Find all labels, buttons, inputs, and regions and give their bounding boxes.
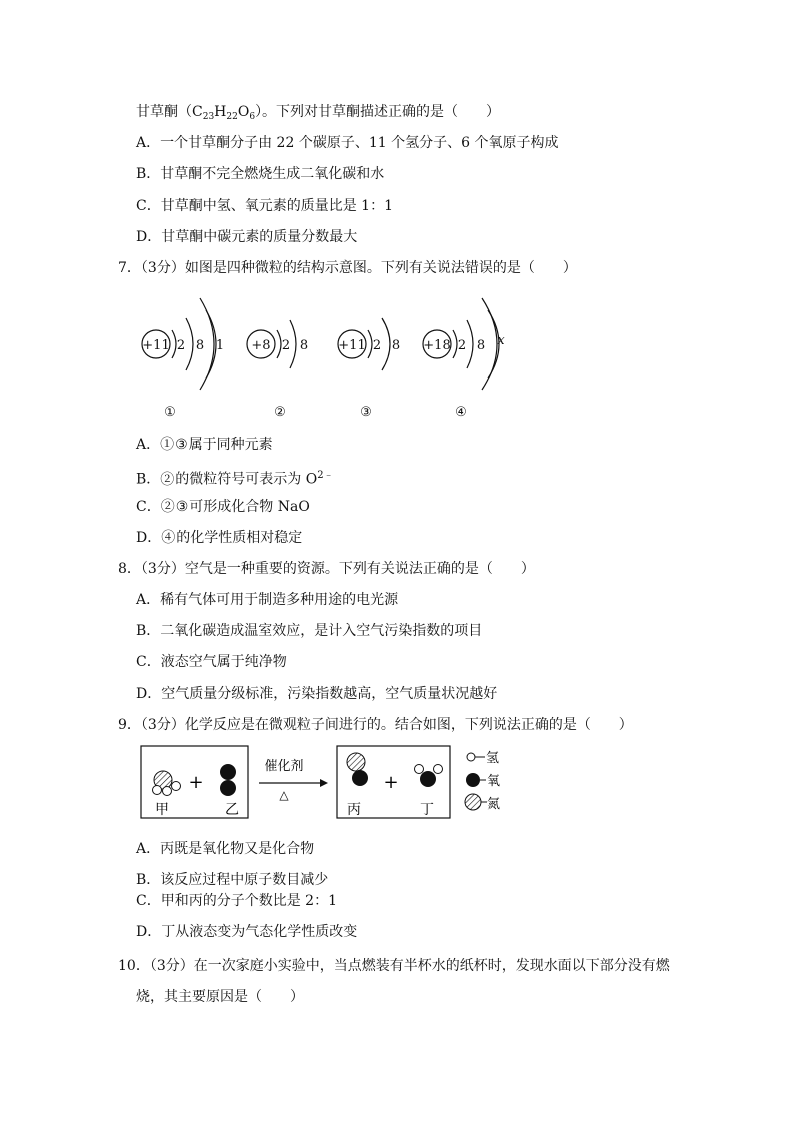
q6-stem bbox=[136, 102, 500, 127]
jia-hydrogen-atom-1 bbox=[153, 786, 162, 795]
jia-label: 甲 bbox=[155, 802, 169, 818]
q7-c-ref2: ③ bbox=[175, 499, 189, 515]
q7-option-c bbox=[136, 497, 310, 517]
reactant-plus: + bbox=[188, 772, 204, 793]
bing-label: 丙 bbox=[347, 802, 361, 818]
p1-nucleus: +11 bbox=[142, 338, 170, 353]
q7-d-ref1: ④ bbox=[161, 530, 176, 546]
ding-oxygen-atom bbox=[420, 771, 436, 787]
q8-option-b: B．二氧化碳造成温室效应，是计入空气污染指数的项目 bbox=[136, 623, 483, 639]
jia-hydrogen-atom-2 bbox=[163, 787, 172, 796]
reaction-arrow-head bbox=[320, 779, 328, 787]
q7-option-b bbox=[136, 466, 334, 490]
q6-sub-h: 22 bbox=[226, 112, 238, 122]
q9-option-d: D．丁从液态变为气态化学性质改变 bbox=[136, 924, 358, 940]
q7-b-letter: B． bbox=[136, 471, 161, 488]
q6-option-d: D．甘草酮中碳元素的质量分数最大 bbox=[136, 229, 358, 245]
q10-stem-line-2: 烧，其主要原因是（ ） bbox=[136, 989, 304, 1005]
q7-a-letter: A． bbox=[136, 437, 161, 453]
q6-option-c: C．甘草酮中氢、氧元素的质量比是 1：1 bbox=[136, 198, 393, 214]
p1-shell-count-2: 8 bbox=[195, 338, 205, 353]
legend-nitrogen-atom bbox=[465, 794, 481, 810]
q7-structure-diagram bbox=[0, 292, 794, 432]
p2-label: ② bbox=[274, 405, 286, 420]
jia-hydrogen-atom-3 bbox=[172, 782, 181, 791]
p3-label: ③ bbox=[360, 405, 372, 420]
q9-option-a: A．丙既是氧化物又是化合物 bbox=[136, 841, 315, 857]
legend-oxygen-atom bbox=[466, 773, 480, 787]
q7-c-letter: C． bbox=[136, 499, 161, 515]
q6-stem-suffix: ）。下列对甘草酮描述正确的是（ ） bbox=[255, 104, 501, 120]
q7-stem: 7．（3分）如图是四种微粒的结构示意图。下列有关说法错误的是（ ） bbox=[118, 260, 577, 276]
p1-shell-count-1: 2 bbox=[176, 338, 186, 353]
p3-shell-2 bbox=[382, 318, 390, 370]
p1-label: ① bbox=[164, 405, 176, 420]
p2-shell-count-2: 8 bbox=[299, 338, 309, 353]
product-plus: + bbox=[383, 772, 399, 793]
legend-nitrogen-label: 氮 bbox=[487, 797, 501, 812]
heat-symbol: △ bbox=[279, 788, 289, 802]
q7-a-text: 属于同种元素 bbox=[188, 437, 273, 453]
legend-hydrogen-label: 氢 bbox=[486, 751, 500, 766]
q7-d-letter: D． bbox=[136, 530, 162, 546]
q7-c-ref1: ② bbox=[160, 499, 175, 515]
p4-nucleus: +18 bbox=[423, 338, 451, 353]
q6-o: O bbox=[237, 104, 250, 120]
p4-shell-count-3: x bbox=[497, 333, 505, 348]
q9-option-c: C．甲和丙的分子个数比是 2：1 bbox=[136, 893, 337, 909]
q9-option-b: B．该反应过程中原子数目减少 bbox=[136, 872, 329, 888]
bing-nitrogen-atom bbox=[347, 753, 365, 771]
catalyst-label: 催化剂 bbox=[264, 759, 304, 774]
yi-label: 乙 bbox=[225, 802, 239, 818]
p3-shell-count-2: 8 bbox=[391, 338, 401, 353]
q7-d-text: 的化学性质相对稳定 bbox=[176, 530, 303, 546]
q7-a-ref2: ③ bbox=[175, 437, 188, 453]
q7-option-a bbox=[136, 435, 273, 455]
q6-sub-c: 23 bbox=[202, 112, 215, 122]
q6-option-a: A．一个甘草酮分子由 22 个碳原子、11 个氢分子、6 个氧原子构成 bbox=[136, 135, 559, 151]
p4-shell-count-2: 8 bbox=[476, 338, 486, 353]
yi-oxygen-atom-1 bbox=[220, 764, 236, 780]
q9-reaction-diagram bbox=[0, 742, 794, 832]
q7-b-text: 的微粒符号可表示为 O bbox=[175, 471, 318, 488]
q8-option-c: C．液态空气属于纯净物 bbox=[136, 654, 287, 670]
p2-nucleus: +8 bbox=[251, 338, 271, 353]
q9-stem: 9．（3分）化学反应是在微观粒子间进行的。结合如图，下列说法正确的是（ ） bbox=[118, 717, 633, 733]
legend-hydrogen-atom bbox=[467, 753, 475, 761]
p1-shell-1 bbox=[172, 330, 176, 358]
p4-shell-2 bbox=[467, 320, 473, 368]
q7-a-ref1: ① bbox=[160, 437, 175, 453]
p2-shell-1 bbox=[277, 330, 281, 358]
p4-shell-1 bbox=[453, 330, 457, 358]
p3-shell-count-1: 2 bbox=[372, 338, 382, 353]
q6-h: H bbox=[214, 104, 227, 120]
p3-nucleus: +11 bbox=[338, 338, 366, 353]
p4-shell-count-1: 2 bbox=[457, 338, 467, 353]
ding-hydrogen-atom-1 bbox=[415, 765, 424, 774]
p3-shell-1 bbox=[368, 330, 372, 358]
p2-shell-2 bbox=[290, 320, 296, 368]
p4-label: ④ bbox=[455, 405, 467, 420]
p2-shell-count-1: 2 bbox=[281, 338, 291, 353]
q8-option-a: A．稀有气体可用于制造多种用途的电光源 bbox=[136, 592, 399, 608]
legend-oxygen-label: 氧 bbox=[487, 774, 501, 789]
ding-label: 丁 bbox=[420, 802, 434, 818]
q8-stem: 8．（3分）空气是一种重要的资源。下列有关说法正确的是（ ） bbox=[118, 561, 535, 577]
q10-stem-line-1: 10．（3分）在一次家庭小实验中，当点燃装有半杯水的纸杯时，发现水面以下部分没有燃 bbox=[118, 958, 670, 974]
yi-oxygen-atom-2 bbox=[220, 780, 236, 796]
q7-option-d bbox=[136, 528, 302, 548]
q8-option-d: D．空气质量分级标准，污染指数越高，空气质量状况越好 bbox=[136, 686, 498, 702]
q7-b-charge: 2﹣ bbox=[317, 470, 334, 481]
p1-shell-count-3: 1 bbox=[215, 338, 225, 353]
q6-option-b: B．甘草酮不完全燃烧生成二氧化碳和水 bbox=[136, 166, 385, 182]
q6-stem-prefix: 甘草酮（C bbox=[136, 104, 203, 120]
q6-sub-o: 6 bbox=[249, 112, 256, 122]
q7-b-ref1: ② bbox=[160, 471, 175, 488]
p1-shell-2 bbox=[186, 318, 193, 370]
ding-hydrogen-atom-2 bbox=[434, 765, 443, 774]
bing-oxygen-atom bbox=[352, 770, 368, 786]
q7-c-text: 可形成化合物 NaO bbox=[189, 499, 310, 515]
